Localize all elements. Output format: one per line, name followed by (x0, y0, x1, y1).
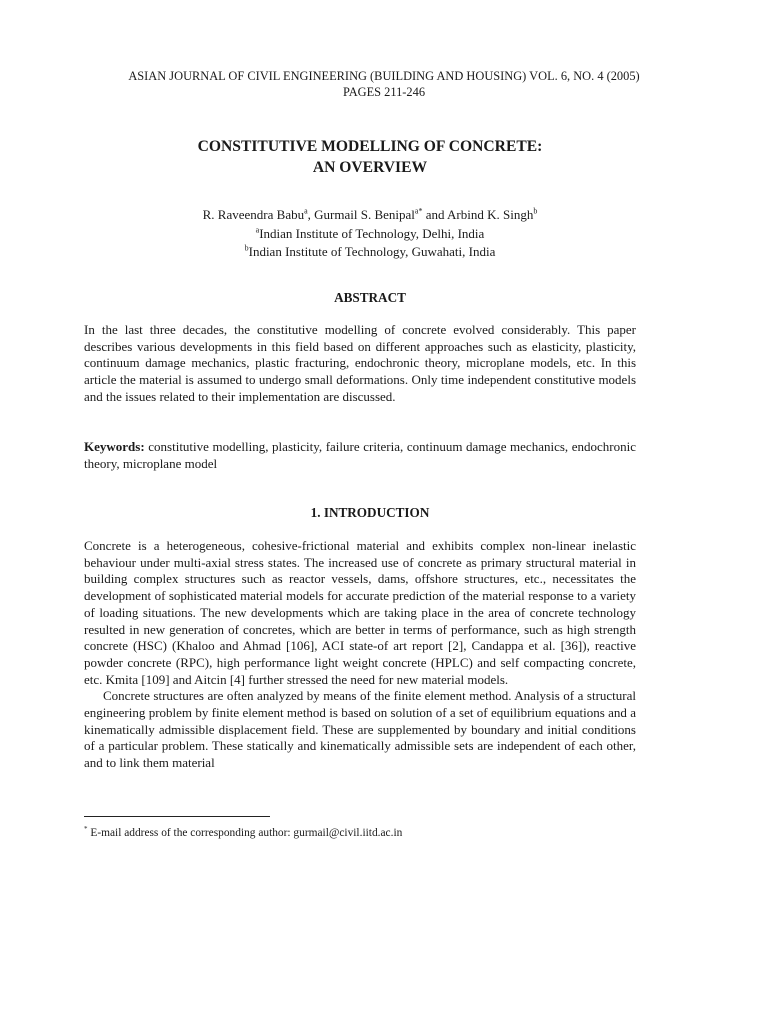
journal-pages: PAGES 211-246 (342, 85, 426, 99)
author-block (0, 206, 740, 262)
keywords-block (84, 439, 636, 472)
paper-title-line1: CONSTITUTIVE MODELLING OF CONCRETE: (197, 138, 543, 155)
paper-title-line2: AN OVERVIEW (312, 159, 428, 176)
footnote-marker: * (84, 825, 88, 833)
footnote-text: E-mail address of the corresponding author: gurmail@civil.iitd.ac.in (90, 826, 403, 839)
abstract-body (84, 322, 636, 406)
affiliation-mark: a (255, 225, 260, 235)
author-affiliation-mark: b (533, 206, 538, 216)
author-name: Arbind K. Singh (447, 207, 534, 222)
author-name: Gurmail S. Benipal (314, 207, 415, 222)
journal-citation: ASIAN JOURNAL OF CIVIL ENGINEERING (BUILDING AND HOUSING) VOL. 6, NO. 4 (2005) (128, 69, 640, 83)
affiliation-a (0, 225, 740, 244)
paper-title (0, 136, 740, 178)
introduction-heading: 1. INTRODUCTION (310, 505, 430, 520)
author-name: R. Raveendra Babu (202, 207, 305, 222)
affiliation-b (0, 243, 740, 262)
affiliation-text: Indian Institute of Technology, Guwahati, India (248, 244, 496, 259)
introduction-body (84, 538, 636, 772)
affiliation-text: Indian Institute of Technology, Delhi, India (259, 225, 485, 241)
keywords-text: constitutive modelling, plasticity, failure criteria, continuum damage mechanics, endochronic theory, microplane model (84, 439, 637, 471)
affiliation-mark: b (244, 243, 249, 253)
author-list: R. Raveendra Babu$^a$, Gurmail S. Benipal$^{a*}$ and Arbind K. Singh$^b$ (202, 206, 538, 222)
author-affiliation-mark: a* (414, 206, 423, 216)
introduction-paragraph: Concrete structures are often analyzed by means of the finite element method. Analysis of a structural engineering problem by finite element method is based on solution of a set of equilibrium equations and a kinematically admissible displacement field. These are supplemented by boundary and initial conditions of a particular problem. These statically and kinematically admissible sets are independent of each other, and to link them material (84, 688, 636, 771)
footnote-divider (84, 816, 270, 817)
introduction-paragraph: Concrete is a heterogeneous, cohesive-frictional material and exhibits complex non-linear inelastic behaviour under multi-axial stress states. The increased use of concrete as primary structural material in building complex structures such as reactor vessels, dams, offshore structures, etc., necessitates the development of sophisticated material models for accurate prediction of the material response to a variety of loading situations. The new developments which are taking place in the area of concrete technology resulted in new generation of concretes, which are better in terms of performance, such as high strength concrete (HSC) (Khaloo and Ahmad [106], ACI state-of art report [2], Candappa et al. [36]), reactive powder concrete (RPC), high performance light weight concrete (HPLC) and self compacting concrete, etc. Kmita [109] and Aitcin [4] further stressed the need for new material models. (84, 538, 636, 687)
keywords-label: Keywords: (84, 439, 145, 454)
journal-header (0, 68, 768, 100)
author-conjunction: and (425, 207, 445, 222)
abstract-text: In the last three decades, the constitutive modelling of concrete evolved considerably. This paper describes various developments in this field based on different approaches such as elasticity, plasticity, continuum damage mechanics, plastic fracturing, endochronic theory, microplane models, etc. In this article the material is assumed to undergo small deformations. Only time independent constitutive models and the issues related to their implementation are discussed. (84, 322, 636, 404)
abstract-heading: ABSTRACT (334, 290, 406, 305)
footnote (84, 822, 402, 840)
author-affiliation-mark: a (304, 206, 308, 216)
